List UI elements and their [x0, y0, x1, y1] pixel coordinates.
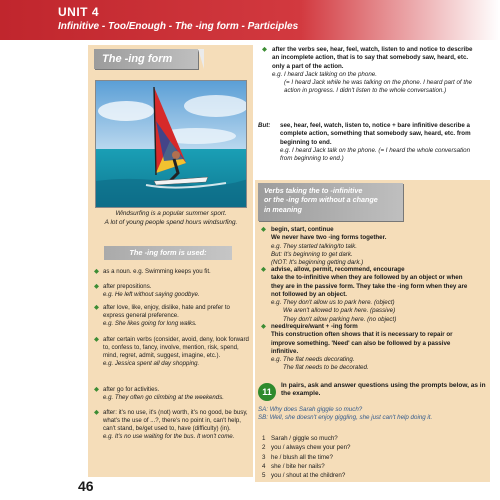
list-item: ◆ after prepositions. e.g. He left without saying goodbye.: [94, 283, 200, 299]
diamond-bullet-icon: ◆: [261, 323, 266, 330]
list-item: ◆ begin, start, continue We never have two -ing forms together. e.g. They started talking/to talk. But: It's beginning to get dark. (NOT: It's beginning getting dark.): [261, 226, 387, 266]
list-item: 2 you / always chew your pen?: [262, 444, 351, 452]
diamond-bullet-icon: ◆: [94, 283, 99, 290]
section-title-meaning: Verbs taking the to -infinitive or the -ing form without a change in meaning: [258, 183, 403, 221]
diamond-bullet-icon: ◆: [94, 409, 99, 416]
list-item: ◆ need/require/want + -ing form This construction often shows that it is necessary to repair or improve something. 'Need' can also be followed by a passive infinitive. e.g. The flat needs decorating. The flat needs to be decorated.: [261, 323, 453, 372]
but-note: But: see, hear, feel, watch, listen to, notice + bare infinitive describe a complete action, something that somebody saw, heard, etc. from beginning to end. e.g. I heard Jack talk on the phone. (= I heard the whole conversation from beginning to end.): [258, 122, 471, 162]
diamond-bullet-icon: ◆: [94, 386, 99, 393]
section-title-used: The -ing form is used:: [104, 246, 232, 260]
example-sa: SA: Why does Sarah giggle so much?: [258, 406, 363, 413]
windsurfer-photo: [95, 80, 247, 208]
list-item: ◆ as a noun. e.g. Swimming keeps you fit.: [94, 268, 211, 275]
list-item: 5 you / shout at the children?: [262, 472, 346, 480]
list-item: ◆ after the verbs see, hear, feel, watch, listen to and notice to describe an incomplete action, that is to say that somebody saw, heard, etc. only a part of the action. e.g. I heard Jack talking on the phone. (= I heard Jack while he was talking on the phone. I heard part of the action in progress. I didn't listen to the whole conversation.): [262, 46, 473, 95]
unit-title: Infinitive - Too/Enough - The -ing form - Participles: [58, 21, 299, 32]
diamond-bullet-icon: ◆: [94, 336, 99, 343]
list-item: ◆ after love, like, enjoy, dislike, hate and prefer to express general preference. e.g. She likes going for long walks.: [94, 304, 230, 328]
list-item: 4 she / bite her nails?: [262, 462, 325, 470]
diamond-bullet-icon: ◆: [94, 268, 99, 275]
section-title-ing-form: The -ing form: [94, 49, 198, 69]
diamond-bullet-icon: ◆: [262, 46, 267, 53]
list-item: 3 he / blush all the time?: [262, 453, 333, 461]
unit-label: UNIT 4: [58, 5, 100, 19]
list-item: ◆ advise, allow, permit, recommend, encourage take the to-infinitive when they are followed by an object or when they are in the passive form. They take the -ing form when they are not followed by an object. e.g. They don't allow us to park here. (object) We aren't allowed to park here. (passive) They don't allow parking here. (no object): [261, 266, 468, 323]
list-item: ◆ after certain verbs (consider, avoid, deny, look forward to, confess to, fancy, involve, mention, risk, spend, mind, regret, admit, suggest, imagine, etc.). e.g. Jessica spent all day shopping.: [94, 336, 249, 368]
task-number-badge: 11: [258, 383, 276, 401]
task-instructions: In pairs, ask and answer questions using the prompts below, as in the example.: [281, 382, 486, 398]
page-number: 46: [78, 478, 94, 494]
diamond-bullet-icon: ◆: [261, 226, 266, 233]
list-item: ◆ after: it's no use, it's (not) worth, it's no good, be busy, what's the use of ...?, there's no point in, can't help, can't stand, be/get used to, have (difficulty) (in). e.g. It's no use waiting for the bus. It won't come.: [94, 409, 248, 441]
prompt-list: [262, 434, 350, 480]
list-item: ◆ after go for activities. e.g. They often go climbing at the weekends.: [94, 386, 224, 402]
example-sb: SB: Well, she doesn't enjoy giggling, she just can't help doing it.: [258, 414, 433, 421]
diamond-bullet-icon: ◆: [261, 266, 266, 273]
list-item: 1 Sarah / giggle so much?: [262, 435, 338, 442]
diamond-bullet-icon: ◆: [94, 304, 99, 311]
photo-caption: Windsurfing is a popular summer sport. A lot of young people spend hours windsurfing.: [104, 210, 238, 226]
